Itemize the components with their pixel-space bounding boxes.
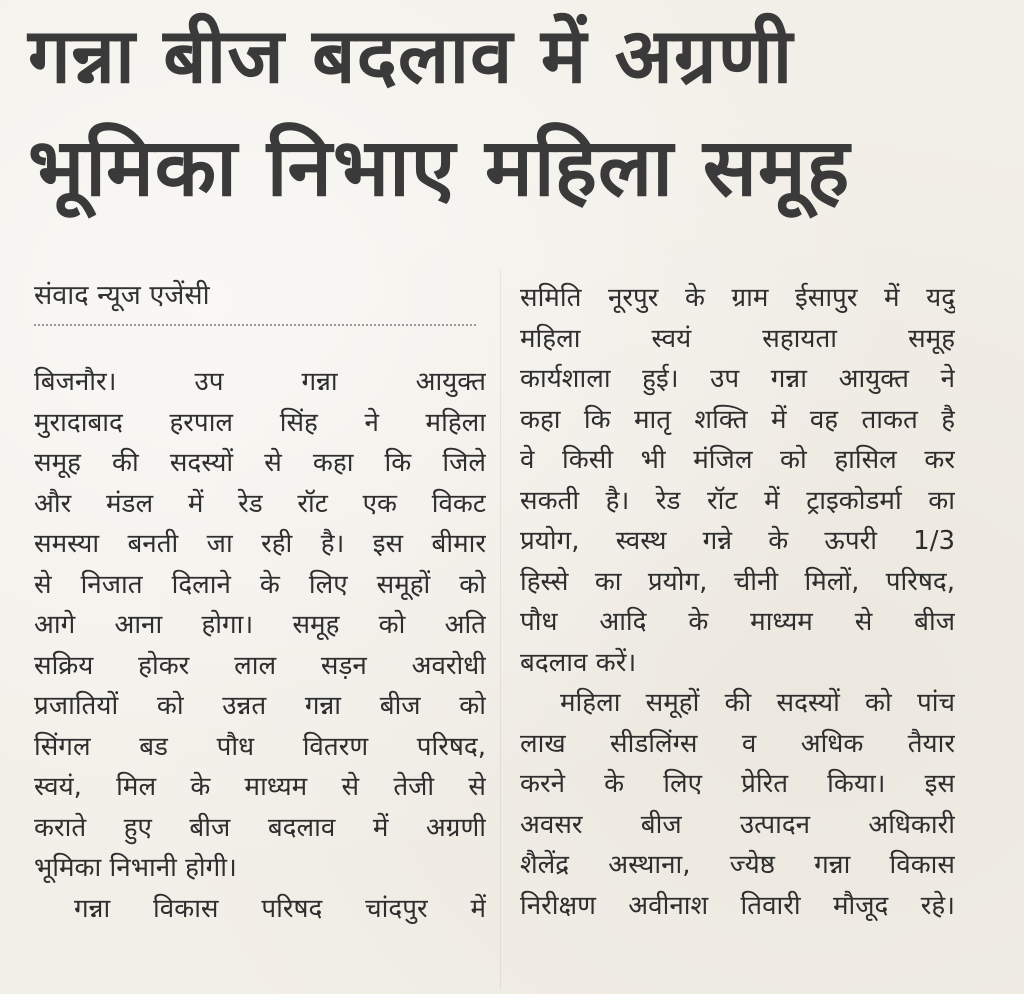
text-line: समिति नूरपुर के ग्राम ईसापुर में यदु bbox=[520, 283, 955, 313]
text-line: निरीक्षण अवीनाश तिवारी मौजूद रहे। bbox=[520, 890, 955, 921]
text-line: समस्या बनती जा रही है। इस बीमार bbox=[34, 529, 486, 559]
headline-line-1: गन्ना बीज बदलाव में अग्रणी bbox=[28, 11, 794, 100]
text-line: प्रयोग, स्वस्थ गन्ने के ऊपरी 1/3 bbox=[520, 526, 955, 556]
text-line: गन्ना विकास परिषद चांदपुर में bbox=[74, 893, 486, 924]
headline-line-2: भूमिका निभाए महिला समूह bbox=[28, 121, 851, 214]
right-column bbox=[520, 278, 955, 926]
text-line: लाख सीडलिंग्स व अधिक तैयार bbox=[520, 728, 955, 759]
text-line: समूह की सदस्यों से कहा कि जिले bbox=[34, 448, 486, 478]
byline: संवाद न्यूज एजेंसी bbox=[34, 280, 210, 311]
left-column bbox=[34, 362, 486, 929]
text-line: पौध आदि के माध्यम से बीज bbox=[520, 607, 955, 637]
text-line: वे किसी भी मंजिल को हासिल कर bbox=[520, 445, 955, 475]
text-line: शैलेंद्र अस्थाना, ज्येष्ठ गन्ना विकास bbox=[520, 850, 955, 880]
text-line: प्रजातियों को उन्नत गन्ना बीज को bbox=[34, 691, 486, 721]
text-line: अवसर बीज उत्पादन अधिकारी bbox=[520, 809, 955, 840]
text-line: बिजनौर। उप गन्ना आयुक्त bbox=[34, 367, 486, 397]
text-line: मुरादाबाद हरपाल सिंह ने महिला bbox=[34, 407, 486, 438]
text-line: कार्यशाला हुई। उप गन्ना आयुक्त ने bbox=[520, 364, 955, 394]
text-line: सकती है। रेड रॉट में ट्राइकोडर्मा का bbox=[520, 485, 955, 516]
text-line: महिला समूहों की सदस्यों को पांच bbox=[560, 688, 955, 718]
text-line: सिंगल बड पौध वितरण परिषद, bbox=[34, 731, 486, 762]
text-line: करने के लिए प्रेरित किया। इस bbox=[520, 769, 955, 799]
byline-divider bbox=[34, 324, 476, 326]
column-divider bbox=[500, 270, 501, 990]
text-line: कहा कि मातृ शक्ति में वह ताकत है bbox=[520, 404, 955, 435]
text-line: आगे आना होगा। समूह को अति bbox=[34, 610, 486, 640]
text-line: स्वयं, मिल के माध्यम से तेजी से bbox=[34, 772, 486, 802]
text-line: कराते हुए बीज बदलाव में अग्रणी bbox=[34, 812, 486, 843]
text-line: से निजात दिलाने के लिए समूहों को bbox=[34, 569, 486, 600]
text-line: बदलाव करें। bbox=[520, 647, 637, 678]
text-line: हिस्से का प्रयोग, चीनी मिलों, परिषद, bbox=[520, 566, 955, 597]
text-line: भूमिका निभानी होगी। bbox=[34, 853, 237, 883]
text-line: और मंडल में रेड रॉट एक विकट bbox=[34, 488, 486, 519]
text-line: सक्रिय होकर लाल सड़न अवरोधी bbox=[34, 650, 486, 681]
text-line: महिला स्वयं सहायता समूह bbox=[520, 323, 955, 354]
